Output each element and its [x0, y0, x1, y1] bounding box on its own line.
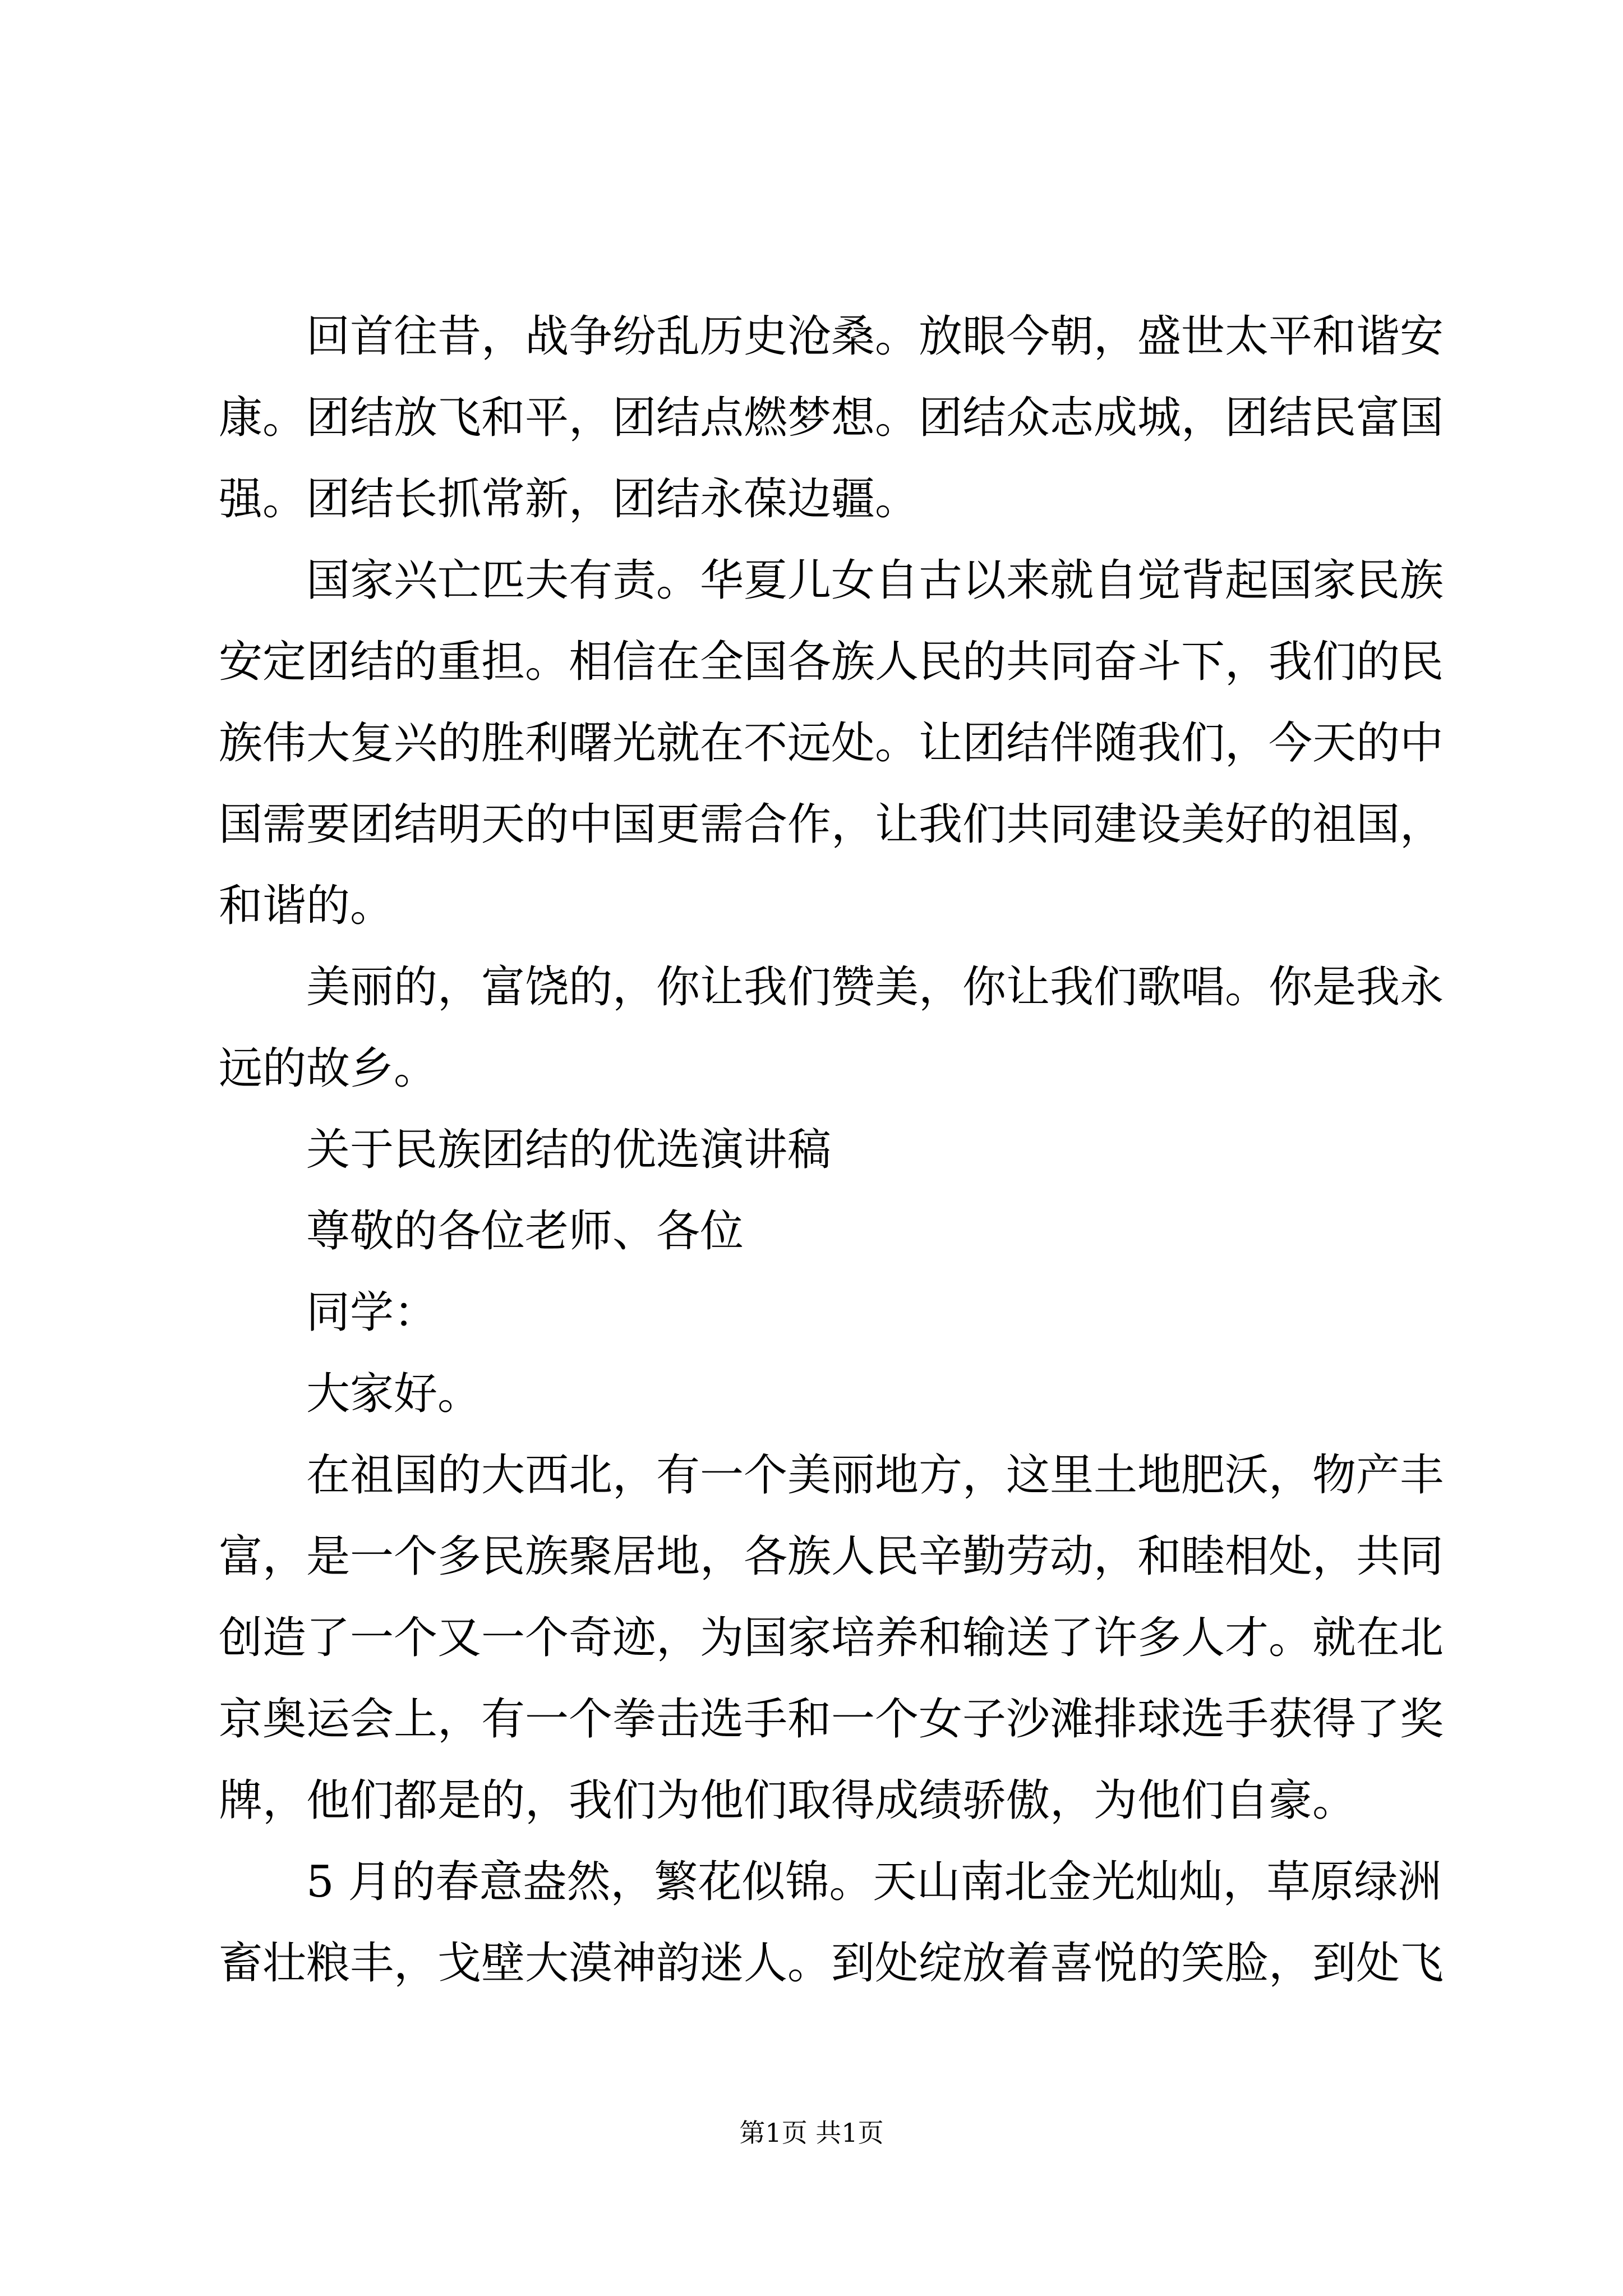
- text-line: 5 月的春意盎然，繁花似锦。天山南北金光灿灿，草原绿洲: [306, 1857, 1442, 1907]
- text-line: 国需要团结明天的中国更需合作，让我们共同建设美好的祖国，: [219, 799, 1444, 850]
- text-line: 国家兴亡匹夫有责。华夏儿女自古以来就自觉背起国家民族: [306, 555, 1444, 606]
- text-line: 关于民族团结的优选演讲稿: [306, 1125, 832, 1175]
- text-line: 京奥运会上，有一个拳击选手和一个女子沙滩排球选手获得了奖: [219, 1694, 1444, 1745]
- page-number-label: 第1页 共1页: [739, 2118, 884, 2148]
- text-line: 在祖国的大西北，有一个美丽地方，这里土地肥沃，物产丰: [306, 1450, 1444, 1501]
- text-line: 富，是一个多民族聚居地，各族人民辛勤劳动，和睦相处，共同: [219, 1531, 1444, 1582]
- text-line: 和谐的。: [219, 881, 394, 931]
- text-line: 大家好。: [306, 1369, 482, 1419]
- text-line: 美丽的，富饶的，你让我们赞美，你让我们歌唱。你是我永: [306, 962, 1444, 1013]
- text-line: 创造了一个又一个奇迹，为国家培养和输送了许多人才。就在北: [219, 1613, 1444, 1663]
- text-line: 安定团结的重担。相信在全国各族人民的共同奋斗下，我们的民: [219, 637, 1444, 687]
- text-line: 强。团结长抓常新，团结永葆边疆。: [219, 474, 919, 524]
- text-line: 远的故乡。: [219, 1043, 438, 1094]
- document-body: [219, 296, 1444, 2004]
- text-line: 康。团结放飞和平，团结点燃梦想。团结众志成城，团结民富国: [219, 393, 1444, 443]
- text-line: 族伟大复兴的胜利曙光就在不远处。让团结伴随我们，今天的中: [219, 718, 1444, 769]
- text-line: 牌，他们都是的，我们为他们取得成绩骄傲，为他们自豪。: [219, 1775, 1357, 1826]
- page-footer: [0, 2116, 1623, 2150]
- text-line: 尊敬的各位老师、各位: [306, 1206, 744, 1257]
- text-line: 畜壮粮丰，戈壁大漠神韵迷人。到处绽放着喜悦的笑脸，到处飞: [219, 1938, 1444, 1989]
- text-line: 同学：: [306, 1287, 438, 1338]
- text-line: 回首往昔，战争纷乱历史沧桑。放眼今朝，盛世太平和谐安: [306, 311, 1444, 362]
